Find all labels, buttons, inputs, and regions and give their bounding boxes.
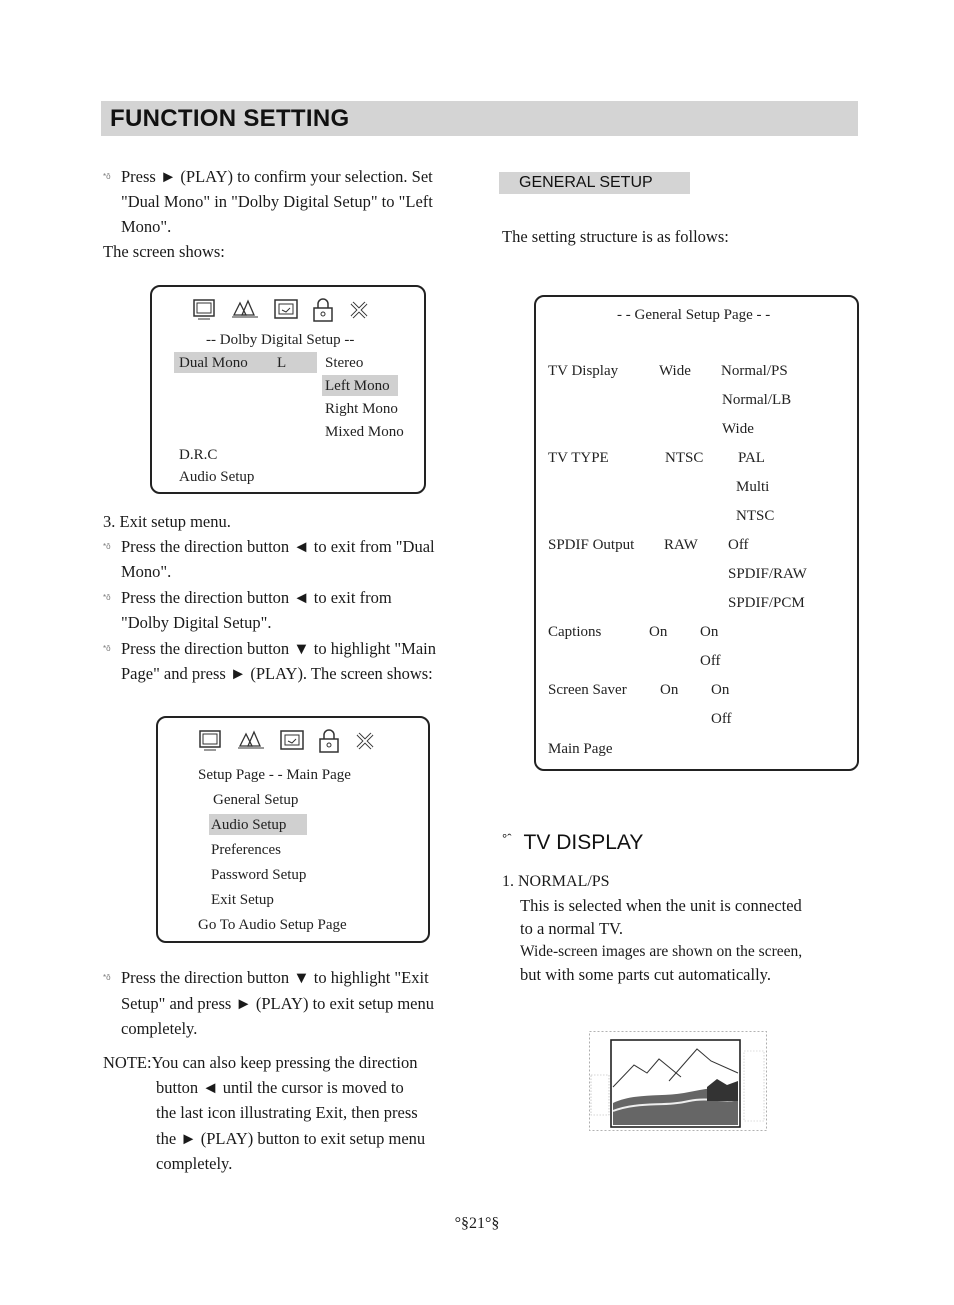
dual-mono-label: Dual Mono [179, 355, 248, 371]
bullet-line: Press the direction button ▼ to highlight "Exit [121, 968, 429, 987]
lock-icon [310, 297, 336, 323]
lock-icon [316, 728, 342, 754]
bullet-line: Page" and press ► (PLAY). The screen shows: [121, 664, 433, 683]
note-line: NOTE:You can also keep pressing the direction [103, 1053, 418, 1072]
osd-footer: Go To Audio Setup Page [198, 917, 347, 933]
tv-display-label: TV Display [548, 363, 619, 379]
dual-mono-value: L [277, 355, 287, 371]
preferences-icon [278, 728, 306, 752]
option-stereo: Stereo [325, 355, 364, 371]
note-line: the ► (PLAY) button to exit setup menu [156, 1129, 426, 1148]
intro-line: Press ► (PLAY) to confirm your selection. Set [121, 167, 433, 186]
bullet-mark: *ô [103, 172, 111, 181]
bullet-mark: *ô [103, 644, 111, 653]
spdif-output-value: RAW [664, 537, 698, 553]
drc-label: D.R.C [179, 447, 218, 463]
menu-item-password-setup: Password Setup [211, 867, 307, 883]
bullet-mark: *ô [103, 593, 111, 602]
tv-icon [192, 297, 218, 321]
step-3: 3. Exit setup menu. [103, 512, 231, 531]
tv-display-desc: to a normal TV. [520, 919, 623, 938]
option-right-mono: Right Mono [325, 401, 398, 417]
tv-icon [198, 728, 224, 752]
bullet-line: "Dolby Digital Setup". [121, 613, 272, 632]
captions-value: On [649, 624, 668, 640]
bullet-mark: *ô [103, 973, 111, 982]
screen-saver-option: Off [711, 711, 732, 727]
tv-display-option: Wide [722, 421, 754, 437]
page-number: °§21°§ [454, 1215, 500, 1232]
audio-setup-label: Audio Setup [179, 469, 255, 485]
heading-text: TV DISPLAY [523, 831, 644, 854]
tv-type-option: NTSC [736, 508, 775, 524]
spdif-option: SPDIF/RAW [728, 566, 807, 582]
speaker-icon [228, 297, 262, 321]
note-line: completely. [156, 1154, 233, 1173]
menu-item-general-setup: General Setup [213, 792, 299, 808]
bullet-line: completely. [121, 1019, 198, 1038]
tv-display-option: Normal/LB [722, 392, 792, 408]
bullet-mark: *ô [103, 542, 111, 551]
spdif-output-label: SPDIF Output [548, 537, 635, 553]
normal-ps-illustration [589, 1031, 767, 1131]
tv-type-label: TV TYPE [548, 450, 609, 466]
tv-display-desc: Wide-screen images are shown on the screen, [520, 943, 803, 960]
bullet-line: Press the direction button ▼ to highlight "Main [121, 639, 436, 658]
speaker-icon [234, 728, 268, 752]
screen-saver-label: Screen Saver [548, 682, 627, 698]
tv-display-option: Normal/PS [721, 363, 788, 379]
screen-shows-text: The screen shows: [103, 242, 225, 261]
menu-item-audio-setup: Audio Setup [211, 817, 287, 833]
menu-item-exit-setup: Exit Setup [211, 892, 274, 908]
general-setup-structure-box [534, 295, 859, 771]
bullet-line: Setup" and press ► (PLAY) to exit setup menu [121, 994, 435, 1013]
tv-type-option: PAL [738, 450, 765, 466]
box-title: - - General Setup Page - - [617, 307, 771, 323]
option-left-mono: Left Mono [325, 378, 390, 394]
main-page-label: Main Page [548, 741, 613, 757]
note-line: the last icon illustrating Exit, then press [156, 1103, 418, 1122]
normal-ps-item: 1. NORMAL/PS [502, 873, 610, 890]
captions-option: Off [700, 653, 721, 669]
tv-type-option: Multi [736, 479, 770, 495]
heading-mark: °ˆ [502, 831, 512, 846]
spdif-option: SPDIF/PCM [728, 595, 805, 611]
osd-title: Setup Page - - Main Page [198, 767, 351, 783]
bullet-line: Press the direction button ◄ to exit from [121, 588, 392, 607]
osd-title: -- Dolby Digital Setup -- [206, 332, 355, 348]
preferences-icon [272, 297, 300, 321]
tv-type-value: NTSC [665, 450, 704, 466]
captions-option: On [700, 624, 719, 640]
tv-display-value: Wide [659, 363, 691, 379]
exit-icon [346, 297, 372, 323]
general-setup-tag: GENERAL SETUP [499, 172, 690, 194]
screen-saver-value: On [660, 682, 679, 698]
osd-icon-bar [198, 728, 378, 754]
osd-main-page [156, 716, 430, 943]
option-mixed-mono: Mixed Mono [325, 424, 404, 440]
exit-icon [352, 728, 378, 754]
section-header-band [101, 101, 858, 136]
intro-line: Mono". [121, 217, 172, 236]
osd-dolby-digital-setup [150, 285, 426, 494]
menu-item-preferences: Preferences [211, 842, 281, 858]
section-title: FUNCTION SETTING [110, 105, 350, 132]
spdif-option: Off [728, 537, 749, 553]
tv-display-desc: but with some parts cut automatically. [520, 965, 771, 984]
intro-line: "Dual Mono" in "Dolby Digital Setup" to "Left [121, 192, 433, 211]
structure-text: The setting structure is as follows: [502, 227, 729, 246]
bullet-line: Press the direction button ◄ to exit from "Dual [121, 537, 435, 556]
tv-display-desc: This is selected when the unit is connected [520, 896, 802, 915]
screen-saver-option: On [711, 682, 730, 698]
bullet-line: Mono". [121, 562, 172, 581]
note-line: button ◄ until the cursor is moved to [156, 1078, 404, 1097]
osd-icon-bar [192, 297, 372, 323]
captions-label: Captions [548, 624, 602, 640]
tv-display-heading [502, 831, 643, 855]
